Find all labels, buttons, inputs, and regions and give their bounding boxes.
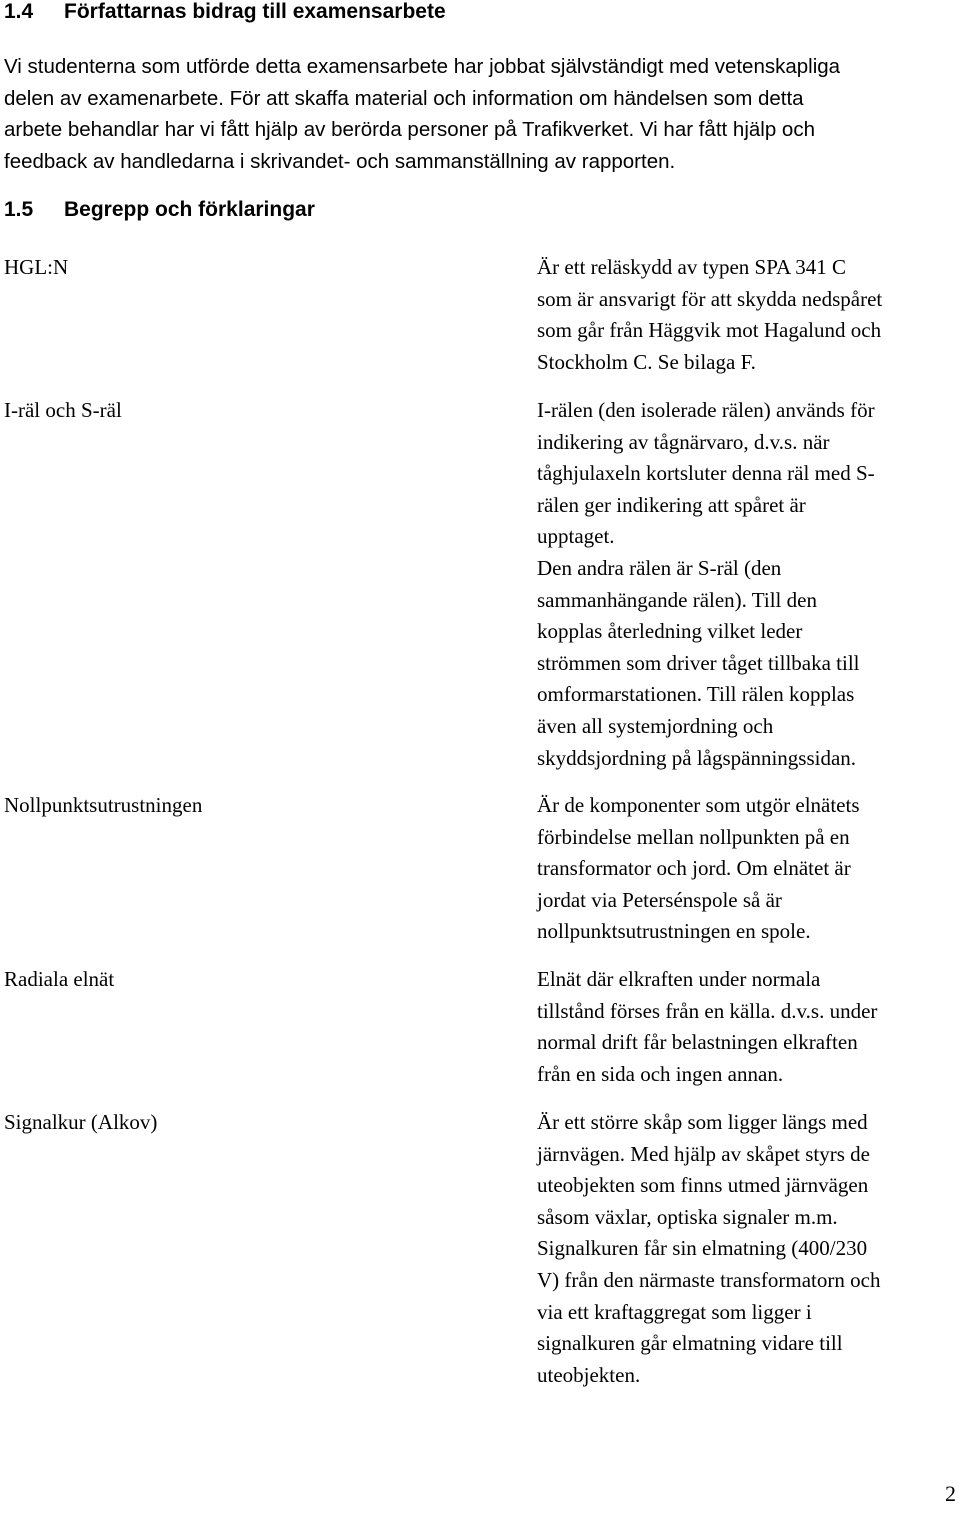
section-number: 1.4 (4, 0, 34, 23)
definition-signalkur (537, 1107, 957, 1391)
definition-line: via ett kraftaggregat som ligger i (537, 1299, 812, 1324)
definition-radiala-elnat (537, 964, 957, 1090)
definition-line: som går från Häggvik mot Hagalund och (537, 318, 882, 343)
definition-hgln (537, 252, 957, 378)
definition-line: V) från den närmaste transformatorn och (537, 1267, 881, 1292)
section-1-4-heading (4, 0, 446, 24)
definition-line: Elnät där elkraften under normala (537, 967, 821, 991)
definition-line: I-rälen (den isolerade rälen) används för (537, 398, 875, 422)
section-title: Begrepp och förklaringar (64, 198, 315, 221)
term-nollpunktsutrustningen: Nollpunktsutrustningen (4, 793, 203, 817)
definition-line: skyddsjordning på lågspänningssidan. (537, 745, 857, 770)
definition-line: indikering av tågnärvaro, d.v.s. när (537, 429, 830, 454)
definition-i-ral-s-ral (537, 395, 957, 774)
definition-nollpunktsutrustningen (537, 790, 957, 948)
definition-line: Är ett reläskydd av typen SPA 341 C (537, 255, 846, 279)
definition-line: även all systemjordning och (537, 713, 774, 738)
definition-line: Är ett större skåp som ligger längs med (537, 1110, 868, 1134)
definition-line: omformarstationen. Till rälen kopplas (537, 682, 855, 707)
definition-line: Är de komponenter som utgör elnätets (537, 793, 860, 817)
definition-line: signalkuren går elmatning vidare till (537, 1331, 843, 1356)
definition-line: kopplas återledning vilket leder (537, 619, 803, 644)
definition-line: Stockholm C. Se bilaga F. (537, 349, 756, 374)
term-signalkur: Signalkur (Alkov) (4, 1110, 158, 1134)
term-hgln: HGL:N (4, 255, 69, 279)
definition-line: som är ansvarigt för att skydda nedspåret (537, 286, 883, 311)
definition-line: rälen ger indikering att spåret är (537, 492, 806, 517)
paragraph-line: Vi studenterna som utförde detta examensarbete har jobbat självständigt med vetenskapliga (4, 55, 841, 78)
definition-line: Signalkuren får sin elmatning (400/230 (537, 1236, 868, 1261)
section-number: 1.5 (4, 198, 34, 221)
definition-line: järnvägen. Med hjälp av skåpet styrs de (537, 1141, 870, 1166)
definition-line: tåghjulaxeln kortsluter denna räl med S- (537, 461, 875, 486)
definition-line: upptaget. (537, 524, 615, 549)
definition-line: såsom växlar, optiska signaler m.m. (537, 1204, 838, 1229)
definition-line: förbindelse mellan nollpunkten på en (537, 824, 850, 849)
definition-line: normal drift får belastningen elkraften (537, 1030, 858, 1055)
definition-line: nollpunktsutrustningen en spole. (537, 919, 811, 944)
paragraph-line: feedback av handledarna i skrivandet- och sammanställning av rapporten. (4, 149, 676, 173)
term-i-ral-s-ral: I-räl och S-räl (4, 398, 122, 422)
term-radiala-elnat: Radiala elnät (4, 967, 115, 991)
section-1-5-heading (4, 198, 315, 222)
definition-line: jordat via Petersénspole så är (537, 887, 782, 912)
definition-line: tillstånd förses från en källa. d.v.s. under (537, 998, 878, 1023)
page-number: 2 (945, 1481, 956, 1506)
definition-line: från en sida och ingen annan. (537, 1061, 784, 1086)
contribution-paragraph (4, 51, 954, 177)
section-title: Författarnas bidrag till examensarbete (64, 0, 446, 23)
definition-line: sammanhängande rälen). Till den (537, 587, 817, 612)
definition-line: uteobjekten. (537, 1362, 641, 1387)
paragraph-line: delen av examenarbete. För att skaffa material och information om händelsen som detta (4, 86, 804, 110)
paragraph-line: arbete behandlar har vi fått hjälp av berörda personer på Trafikverket. Vi har fått hjälp och (4, 118, 815, 142)
definition-line: strömmen som driver tåget tillbaka till (537, 650, 860, 675)
definition-line: transformator och jord. Om elnätet är (537, 856, 851, 881)
definition-line: uteobjekten som finns utmed järnvägen (537, 1173, 869, 1198)
definition-line: Den andra rälen är S-räl (den (537, 555, 782, 580)
